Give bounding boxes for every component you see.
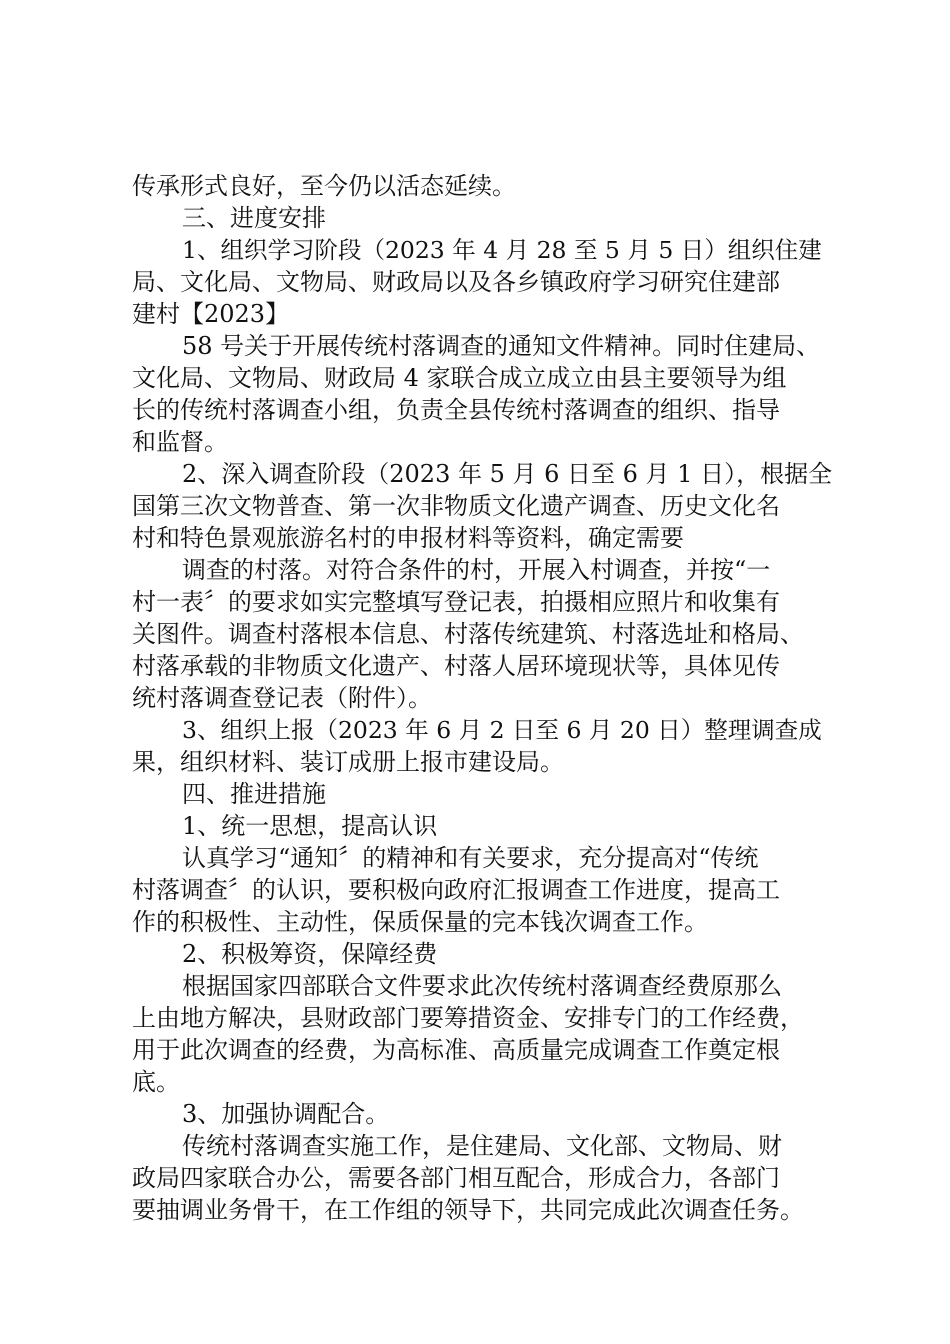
section-heading-schedule: 三、进度安排: [182, 204, 326, 232]
text-line: 村落调查〞的认识，要积极向政府汇报调查工作进度，提高工: [132, 876, 780, 904]
text-line: 果，组织材料、装订成册上报市建设局。: [132, 748, 564, 776]
text-line: 长的传统村落调查小组，负责全县传统村落调查的组织、指导: [132, 396, 780, 424]
text-line: 和监督。: [132, 428, 228, 456]
section-heading-measures: 四、推进措施: [182, 780, 326, 808]
text-line: 村落承载的非物质文化遗产、村落人居环境现状等，具体见传: [132, 652, 780, 680]
text-line: 作的积极性、主动性，保质保量的完本钱次调查工作。: [132, 908, 708, 936]
text-line: 建村【2023】: [132, 300, 290, 328]
text-line: 村和特色景观旅游名村的申报材料等资料，确定需要: [132, 524, 684, 552]
text-line: 传统村落调查实施工作，是住建局、文化部、文物局、财: [182, 1132, 782, 1160]
subheading-coordination: 3、加强协调配合。: [182, 1100, 390, 1128]
text-line: 3、组织上报（2023 年 6 月 2 日至 6 月 20 日）整理调查成: [182, 716, 822, 744]
subheading-unify-thinking: 1、统一思想，提高认识: [182, 812, 438, 840]
text-line: 要抽调业务骨干，在工作组的领导下，共同完成此次调查任务。: [132, 1196, 804, 1224]
text-line: 文化局、文物局、财政局 4 家联合成立成立由县主要领导为组: [132, 364, 787, 392]
text-line: 58 号关于开展传统村落调查的通知文件精神。同时住建局、: [182, 332, 821, 360]
text-line: 用于此次调查的经费，为高标准、高质量完成调查工作奠定根: [132, 1036, 780, 1064]
text-line: 底。: [132, 1068, 180, 1096]
text-line: 局、文化局、文物局、财政局以及各乡镇政府学习研究住建部: [132, 268, 780, 296]
subheading-funding: 2、积极筹资，保障经费: [182, 940, 438, 968]
text-line: 关图件。调查村落根本信息、村落传统建筑、村落选址和格局、: [132, 620, 804, 648]
document-body: [132, 170, 832, 1226]
text-line: 调查的村落。对符合条件的村，开展入村调查，并按“一: [182, 556, 771, 584]
text-line: 根据国家四部联合文件要求此次传统村落调查经费原那么: [182, 972, 782, 1000]
text-line: 2、深入调查阶段（2023 年 5 月 6 日至 6 月 1 日），根据全: [182, 460, 833, 488]
text-line: 村一表〞的要求如实完整填写登记表，拍摄相应照片和收集有: [132, 588, 780, 616]
text-line: 国第三次文物普查、第一次非物质文化遗产调查、历史文化名: [132, 492, 780, 520]
text-line: 统村落调查登记表（附件）。: [132, 684, 432, 712]
text-line: 1、组织学习阶段（2023 年 4 月 28 至 5 月 5 日）组织住建: [182, 236, 822, 264]
text-line: 认真学习“通知〞的精神和有关要求，充分提高对“传统: [182, 844, 759, 872]
text-line: 传承形式良好，至今仍以活态延续。: [132, 172, 516, 200]
text-line: 上由地方解决，县财政部门要筹措资金、安排专门的工作经费，: [132, 1004, 804, 1032]
text-line: 政局四家联合办公，需要各部门相互配合，形成合力，各部门: [132, 1164, 780, 1192]
